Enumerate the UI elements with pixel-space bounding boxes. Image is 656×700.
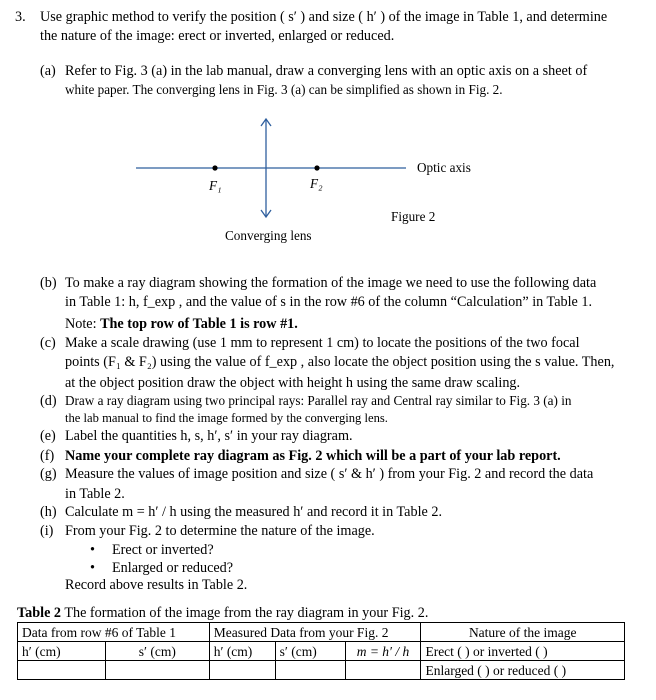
item-i-bullet2: Enlarged or reduced? [112, 560, 234, 576]
question-number: 3. [15, 9, 26, 25]
col-m: m = h′ / h [345, 642, 421, 661]
bullet-dot-2: • [90, 560, 95, 576]
cell-s[interactable] [105, 661, 209, 680]
figure-caption: Figure 2 [391, 209, 436, 224]
item-i-line1: From your Fig. 2 to determine the nature of the image. [65, 523, 375, 539]
optic-axis-label: Optic axis [417, 160, 471, 175]
cell-s-prime[interactable] [275, 661, 345, 680]
bullet-dot-1: • [90, 542, 95, 558]
cell-h-prime[interactable] [209, 661, 275, 680]
item-h-label: (h) [40, 504, 57, 520]
table-caption-bold: Table 2 [17, 605, 62, 621]
item-d-line1: Draw a ray diagram using two principal rays: Parallel ray and Central ray similar to Fig. 3 (a) in [65, 393, 572, 408]
item-f-label: (f) [40, 448, 55, 464]
item-b-note [65, 315, 298, 333]
item-b-line2: in Table 1: h, f_exp , and the value of s in the row #6 of the column “Calculation” in Table 1. [65, 294, 593, 310]
erect-inverted-choice[interactable]: Erect ( ) or inverted ( ) [421, 642, 625, 661]
item-g-line2: in Table 2. [65, 486, 125, 502]
cell-m[interactable] [345, 661, 421, 680]
item-a-label: (a) [40, 63, 56, 79]
item-f-line1: Name your complete ray diagram as Fig. 2 which will be a part of your lab report. [65, 448, 561, 464]
table-header-row-2 [18, 642, 625, 661]
table-header-row-1 [18, 623, 625, 642]
note-prefix: Note: [65, 316, 101, 332]
col-s-prime: s′ (cm) [275, 642, 345, 661]
cell-h[interactable] [18, 661, 106, 680]
f1-label: F₁ [209, 178, 222, 193]
item-a-line2: white paper. The converging lens in Fig. 3 (a) can be simplified as shown in Fig. 2. [65, 82, 503, 97]
focal-point-f2 [314, 165, 319, 170]
item-a-line1: Refer to Fig. 3 (a) in the lab manual, draw a converging lens with an optic axis on a sheet of [65, 63, 588, 79]
header-group-row6: Data from row #6 of Table 1 [18, 623, 210, 642]
header-group-measured: Measured Data from your Fig. 2 [209, 623, 421, 642]
col-s: s′ (cm) [105, 642, 209, 661]
item-c-label: (c) [40, 335, 56, 351]
item-c-line2: points (F₁ & F₂) using the value of f_exp , also locate the object position using the s value. Then, [65, 354, 615, 370]
item-i-record: Record above results in Table 2. [65, 577, 248, 593]
table-2 [17, 622, 625, 680]
lens-label: Converging lens [225, 228, 312, 243]
question-text-line2: the nature of the image: erect or inverted, enlarged or reduced. [40, 28, 395, 44]
table-data-row [18, 661, 625, 680]
col-h: h′ (cm) [18, 642, 106, 661]
item-b-line1: To make a ray diagram showing the formation of the image we need to use the following data [65, 275, 597, 291]
item-e-line1: Label the quantities h, s, h′, s′ in your ray diagram. [65, 428, 353, 444]
item-c-line3: at the object position draw the object with height h using the same draw scaling. [65, 375, 521, 391]
item-i-bullet1: Erect or inverted? [112, 542, 214, 558]
item-g-line1: Measure the values of image position and size ( s′ & h′ ) from your Fig. 2 and record the data [65, 466, 594, 482]
item-g-label: (g) [40, 466, 57, 482]
item-h-line1: Calculate m = h′ / h using the measured h′ and record it in Table 2. [65, 504, 442, 520]
item-d-label: (d) [40, 393, 57, 409]
item-e-label: (e) [40, 428, 56, 444]
item-i-label: (i) [40, 523, 54, 539]
item-c-line1: Make a scale drawing (use 1 mm to represent 1 cm) to locate the positions of the two focal [65, 335, 580, 351]
header-group-nature: Nature of the image [421, 623, 625, 642]
table-caption [17, 604, 428, 622]
focal-point-f1 [212, 165, 217, 170]
enlarged-reduced-choice[interactable]: Enlarged ( ) or reduced ( ) [421, 661, 625, 680]
item-d-line2: the lab manual to find the image formed by the converging lens. [65, 411, 388, 425]
table-caption-rest: The formation of the image from the ray diagram in your Fig. 2. [61, 605, 429, 621]
question-text-line1: Use graphic method to verify the position ( s′ ) and size ( h′ ) of the image in Table 1, and determine [40, 9, 608, 25]
note-bold: The top row of Table 1 is row #1. [100, 316, 298, 332]
col-h-prime: h′ (cm) [209, 642, 275, 661]
item-b-label: (b) [40, 275, 57, 291]
f2-label: F₂ [310, 176, 323, 191]
